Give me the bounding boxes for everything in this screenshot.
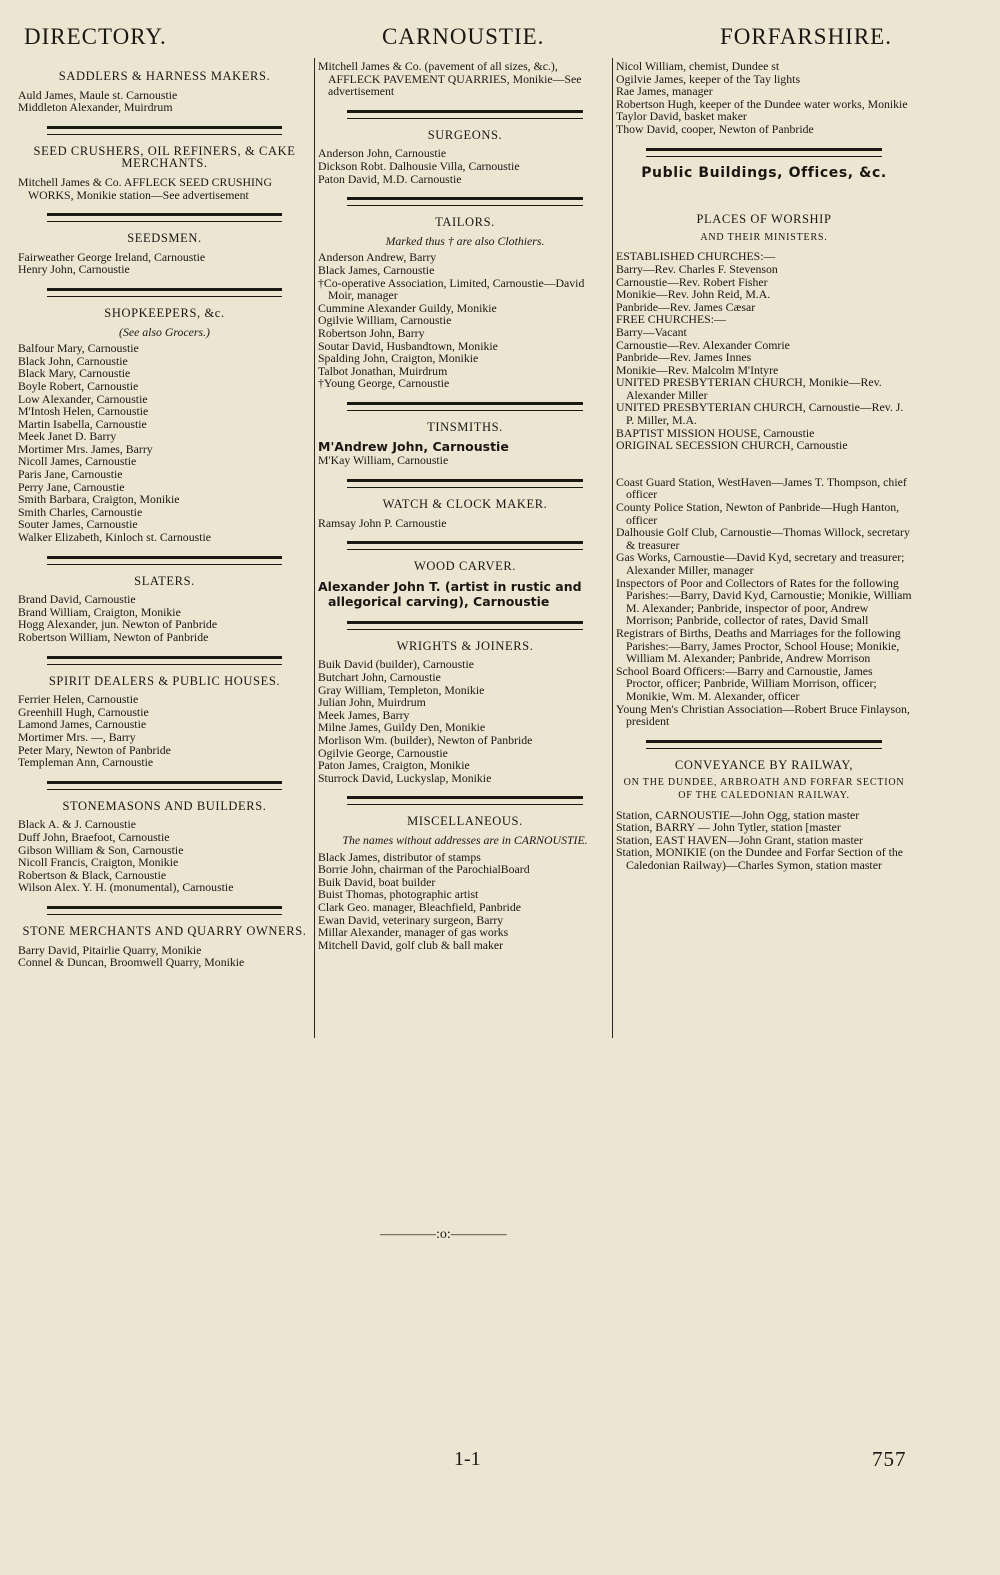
header-center: CARNOUSTIE. bbox=[382, 24, 545, 49]
section-rule bbox=[47, 556, 281, 565]
directory-entry: Peter Mary, Newton of Panbride bbox=[18, 742, 171, 757]
directory-entry: Perry Jane, Carnoustie bbox=[18, 479, 125, 494]
directory-entry: Black James, distributor of stamps bbox=[318, 849, 481, 864]
directory-entry: Boyle Robert, Carnoustie bbox=[18, 378, 139, 393]
directory-entry: Low Alexander, Carnoustie bbox=[18, 391, 148, 406]
directory-entry: Fairweather George Ireland, Carnoustie bbox=[18, 249, 206, 264]
spacer bbox=[616, 452, 912, 464]
section-heading: SPIRIT DEALERS & PUBLIC HOUSES. bbox=[48, 673, 281, 688]
directory-entry: Mitchell David, golf club & ball maker bbox=[318, 937, 504, 952]
directory-entry: Rae James, manager bbox=[616, 84, 713, 99]
directory-entry: M'Intosh Helen, Carnoustie bbox=[18, 404, 149, 419]
directory-entry: Nicoll James, Carnoustie bbox=[18, 454, 137, 469]
folio-mark: 1-1 bbox=[454, 1448, 481, 1470]
directory-entry: Mortimer Mrs. James, Barry bbox=[18, 441, 153, 456]
section-heading: SEEDSMEN. bbox=[127, 231, 202, 246]
directory-entry: Julian John, Muirdrum bbox=[318, 695, 426, 710]
directory-entry: Clark Geo. manager, Bleachfield, Panbride bbox=[318, 899, 521, 914]
directory-entry: Sturrock David, Luckyslap, Monikie bbox=[318, 770, 492, 785]
directory-entry: Ewan David, veterinary surgeon, Barry bbox=[318, 912, 504, 927]
end-ornament: ————:o:———— bbox=[380, 1227, 507, 1242]
directory-entry: Anderson John, Carnoustie bbox=[318, 146, 447, 161]
column-right bbox=[616, 60, 912, 871]
directory-entry: Borrie John, chairman of the ParochialBoard bbox=[318, 862, 530, 877]
directory-entry: FREE CHURCHES:— bbox=[616, 312, 726, 327]
directory-entry: Morlison Wm. (builder), Newton of Panbride bbox=[318, 733, 533, 747]
directory-entry: Wilson Alex. Y. H. (monumental), Carnoustie bbox=[18, 880, 234, 895]
directory-entry: M'Kay William, Carnoustie bbox=[318, 453, 449, 468]
section-heading: SEED CRUSHERS, OIL REFINERS, & CAKE MERCHANTS. bbox=[33, 143, 296, 171]
directory-entry: BAPTIST MISSION HOUSE, Carnoustie bbox=[616, 425, 815, 440]
directory-entry: Buik David, boat builder bbox=[318, 874, 436, 889]
directory-entry: Meek Janet D. Barry bbox=[18, 429, 117, 444]
section-heading: SADDLERS & HARNESS MAKERS. bbox=[58, 69, 271, 83]
section-rule bbox=[47, 781, 281, 790]
directory-entry: Milne James, Guildy Den, Monikie bbox=[318, 720, 486, 735]
directory-entry: Thow David, cooper, Newton of Panbride bbox=[616, 121, 814, 136]
spacer bbox=[616, 191, 912, 203]
section-note: The names without addresses are in CARNOUSTIE. bbox=[342, 832, 588, 847]
header-left: DIRECTORY. bbox=[24, 24, 167, 49]
directory-entry: ESTABLISHED CHURCHES:— bbox=[616, 249, 776, 264]
section-heading: TINSMITHS. bbox=[427, 419, 503, 434]
directory-entry: Brand William, Craigton, Monikie bbox=[18, 604, 181, 619]
section-rule bbox=[646, 740, 883, 749]
section-subheading: ON THE DUNDEE, ARBROATH AND FORFAR SECTION OF THE CALEDONIAN RAILWAY. bbox=[623, 777, 905, 801]
section-rule bbox=[47, 906, 281, 915]
directory-entry: Butchart John, Carnoustie bbox=[318, 670, 441, 685]
section-rule bbox=[347, 479, 582, 488]
section-rule bbox=[347, 402, 582, 411]
directory-entry: Barry David, Pitairlie Quarry, Monikie bbox=[18, 942, 202, 957]
section-heading: WATCH & CLOCK MAKER. bbox=[382, 497, 548, 512]
directory-entry: Balfour Mary, Carnoustie bbox=[18, 341, 139, 356]
section-rule bbox=[347, 110, 582, 119]
directory-entry: Gibson William & Son, Carnoustie bbox=[18, 842, 184, 857]
directory-entry: UNITED PRESBYTERIAN CHURCH, Monikie—Rev. Alexander Miller bbox=[616, 375, 882, 402]
directory-entry: Middleton Alexander, Muirdrum bbox=[18, 100, 173, 115]
directory-entry: Ferrier Helen, Carnoustie bbox=[18, 692, 139, 707]
directory-entry: Millar Alexander, manager of gas works bbox=[318, 925, 509, 940]
section-note: Marked thus † are also Clothiers. bbox=[385, 233, 545, 248]
directory-entry: Brand David, Carnoustie bbox=[18, 592, 136, 607]
section-rule bbox=[347, 541, 582, 550]
directory-entry: County Police Station, Newton of Panbride—Hugh Hanton, officer bbox=[616, 500, 900, 527]
directory-entry: Gas Works, Carnoustie—David Kyd, secretary and treasurer; Alexander Miller, manager bbox=[616, 550, 905, 577]
section-heading: WOOD CARVER. bbox=[413, 559, 517, 574]
directory-entry: Panbride—Rev. James Cæsar bbox=[616, 299, 756, 314]
section-heading: MISCELLANEOUS. bbox=[407, 814, 523, 829]
section-heading: SLATERS. bbox=[134, 573, 195, 588]
page-number: 757 bbox=[872, 1447, 907, 1471]
directory-entry-bold: Alexander John T. (artist in rustic and allegorical carving), Carnoustie bbox=[318, 578, 582, 609]
section-rule bbox=[47, 288, 281, 297]
directory-entry: Martin Isabella, Carnoustie bbox=[18, 416, 147, 431]
directory-entry: Robertson Hugh, keeper of the Dundee water works, Monikie bbox=[616, 96, 908, 111]
directory-entry: †Co-operative Association, Limited, Carnoustie—David Moir, manager bbox=[318, 275, 585, 303]
directory-entry: Meek James, Barry bbox=[318, 707, 410, 722]
directory-entry: UNITED PRESBYTERIAN CHURCH, Carnoustie—Rev. J. P. Miller, M.A. bbox=[616, 400, 904, 428]
section-heading: SURGEONS. bbox=[427, 127, 503, 142]
directory-entry: Taylor David, basket maker bbox=[616, 109, 747, 124]
header-right: FORFARSHIRE. bbox=[720, 24, 892, 49]
directory-entry: Registrars of Births, Deaths and Marriages for the following Parishes:—Barry, James Proctor, School House; Monikie, William M. Alexander; Panbride, Andrew Morrison bbox=[616, 625, 901, 666]
section-heading: PLACES OF WORSHIP bbox=[696, 212, 832, 227]
directory-entry: Robertson & Black, Carnoustie bbox=[18, 867, 167, 882]
directory-entry: Black John, Carnoustie bbox=[18, 353, 128, 368]
section-heading: WRIGHTS & JOINERS. bbox=[396, 638, 534, 653]
directory-entry: Auld James, Maule st. Carnoustie bbox=[18, 87, 178, 102]
directory-entry: Barry—Rev. Charles F. Stevenson bbox=[616, 261, 778, 276]
major-heading: Public Buildings, Offices, &c. bbox=[641, 164, 887, 181]
directory-entry: Mitchell James & Co. (pavement of all sizes, &c.), AFFLECK PAVEMENT QUARRIES, Monikie—See advertisement bbox=[318, 59, 582, 99]
directory-entry: Ogilvie James, keeper of the Tay lights bbox=[616, 71, 801, 86]
section-rule bbox=[47, 126, 281, 135]
directory-entry: Hogg Alexander, jun. Newton of Panbride bbox=[18, 617, 218, 632]
directory-entry: Nicoll Francis, Craigton, Monikie bbox=[18, 855, 179, 870]
directory-entry: Robertson John, Barry bbox=[318, 325, 425, 340]
directory-entry: Barry—Vacant bbox=[616, 324, 687, 339]
directory-entry: Buik David (builder), Carnoustie bbox=[318, 657, 474, 672]
directory-entry: Gray William, Templeton, Monikie bbox=[318, 682, 485, 697]
section-rule bbox=[347, 197, 582, 206]
section-note: (See also Grocers.) bbox=[119, 324, 210, 339]
directory-entry: Henry John, Carnoustie bbox=[18, 262, 130, 277]
section-rule bbox=[47, 656, 281, 665]
directory-entry: Souter James, Carnoustie bbox=[18, 517, 138, 532]
directory-entry: Smith Charles, Carnoustie bbox=[18, 504, 143, 519]
directory-entry: Paton David, M.D. Carnoustie bbox=[318, 171, 462, 186]
directory-entry: Templeman Ann, Carnoustie bbox=[18, 755, 154, 770]
directory-entry: Robertson William, Newton of Panbride bbox=[18, 630, 209, 644]
section-heading: TAILORS. bbox=[435, 215, 495, 230]
directory-entry: Spalding John, Craigton, Monikie bbox=[318, 351, 479, 366]
column-left bbox=[18, 60, 311, 969]
directory-entry: Paton James, Craigton, Monikie bbox=[318, 758, 470, 773]
section-rule bbox=[347, 796, 582, 805]
section-rule bbox=[47, 213, 281, 222]
directory-entry: ORIGINAL SECESSION CHURCH, Carnoustie bbox=[616, 438, 848, 453]
directory-entry: Station, BARRY — John Tytler, station [master bbox=[616, 820, 841, 835]
directory-entry: Monikie—Rev. John Reid, M.A. bbox=[616, 287, 771, 302]
directory-entry: Black Mary, Carnoustie bbox=[18, 366, 131, 381]
directory-entry: Paris Jane, Carnoustie bbox=[18, 467, 123, 482]
directory-entry: Greenhill Hugh, Carnoustie bbox=[18, 704, 149, 719]
section-heading: CONVEYANCE BY RAILWAY, bbox=[674, 757, 854, 772]
directory-entry: Dalhousie Golf Club, Carnoustie—Thomas Willock, secretary & treasurer bbox=[616, 525, 910, 552]
directory-entry: Mortimer Mrs. —, Barry bbox=[18, 729, 136, 744]
column-divider bbox=[612, 58, 613, 1038]
directory-entry: Inspectors of Poor and Collectors of Rates for the following Parishes:—Barry, David Kyd, Carnoustie; Monikie, William M. Alexander; Panbride, inspector of poor, Andrew Morrison; Panbride, collector of rates, David Small bbox=[616, 575, 912, 628]
directory-entry: Panbride—Rev. James Innes bbox=[616, 350, 752, 365]
section-heading: SHOPKEEPERS, &c. bbox=[104, 305, 225, 320]
column-divider bbox=[314, 58, 315, 1038]
directory-entry: Nicol William, chemist, Dundee st bbox=[616, 59, 780, 73]
directory-entry: Young Men's Christian Association—Robert Bruce Finlayson, president bbox=[616, 701, 910, 729]
directory-entry: Carnoustie—Rev. Robert Fisher bbox=[616, 274, 768, 289]
section-rule bbox=[646, 148, 883, 157]
directory-entry-bold: M'Andrew John, Carnoustie bbox=[318, 439, 509, 455]
directory-entry: Duff John, Braefoot, Carnoustie bbox=[18, 829, 170, 844]
directory-entry: Ramsay John P. Carnoustie bbox=[318, 515, 447, 530]
directory-entry: Smith Barbara, Craigton, Monikie bbox=[18, 492, 180, 507]
directory-entry: †Young George, Carnoustie bbox=[318, 376, 450, 391]
directory-entry: Monikie—Rev. Malcolm M'Intyre bbox=[616, 362, 779, 377]
directory-entry: Talbot Jonathan, Muirdrum bbox=[318, 363, 448, 378]
section-subheading: AND THEIR MINISTERS. bbox=[700, 231, 828, 243]
directory-entry: Black James, Carnoustie bbox=[318, 262, 435, 277]
directory-entry: Cummine Alexander Guildy, Monikie bbox=[318, 300, 497, 315]
section-heading: STONEMASONS AND BUILDERS. bbox=[62, 798, 267, 813]
directory-entry: Anderson Andrew, Barry bbox=[318, 250, 437, 265]
directory-entry: Ogilvie George, Carnoustie bbox=[318, 745, 448, 760]
column-middle bbox=[318, 60, 612, 951]
directory-entry: Station, EAST HAVEN—John Grant, station master bbox=[616, 832, 863, 847]
directory-entry: Buist Thomas, photographic artist bbox=[318, 887, 479, 902]
section-rule bbox=[347, 621, 582, 630]
directory-entry: Mitchell James & Co. AFFLECK SEED CRUSHING WORKS, Monikie station—See advertisement bbox=[18, 174, 272, 202]
directory-entry: Dickson Robt. Dalhousie Villa, Carnoustie bbox=[318, 158, 520, 173]
directory-entry: Ogilvie William, Carnoustie bbox=[318, 313, 452, 328]
directory-entry: Black A. & J. Carnoustie bbox=[18, 817, 136, 832]
directory-entry: Carnoustie—Rev. Alexander Comrie bbox=[616, 337, 790, 352]
directory-entry: Connel & Duncan, Broomwell Quarry, Monikie bbox=[18, 955, 245, 970]
directory-entry: Station, MONIKIE (on the Dundee and Forfar Section of the Caledonian Railway)—Charles Symon, station master bbox=[616, 845, 903, 872]
section-heading: STONE MERCHANTS AND QUARRY OWNERS. bbox=[22, 923, 307, 938]
directory-entry: Station, CARNOUSTIE—John Ogg, station master bbox=[616, 807, 860, 822]
directory-entry: School Board Officers:—Barry and Carnoustie, James Proctor, officer; Panbride, William Morrison, officer; Monikie, Wm. M. Alexander, officer bbox=[616, 663, 877, 703]
directory-entry: Soutar David, Husbandtown, Monikie bbox=[318, 338, 498, 353]
directory-entry: Lamond James, Carnoustie bbox=[18, 717, 147, 732]
directory-entry: Coast Guard Station, WestHaven—James T. Thompson, chief officer bbox=[616, 474, 907, 502]
directory-entry: Walker Elizabeth, Kinloch st. Carnoustie bbox=[18, 530, 211, 545]
